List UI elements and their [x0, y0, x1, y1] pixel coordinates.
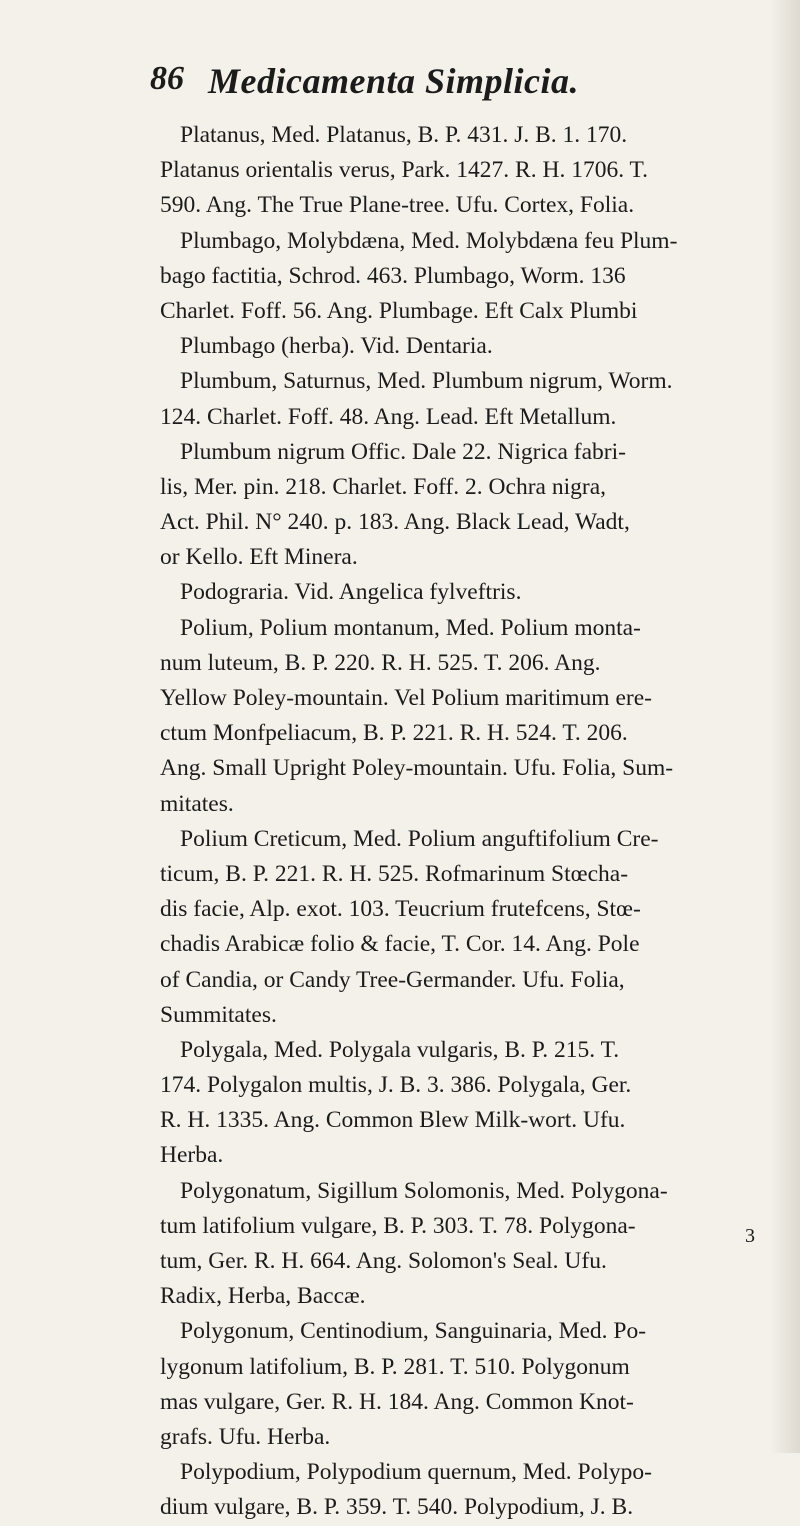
text-line: tum, Ger. R. H. 664. Ang. Solomon's Seal. Ufu. [160, 1248, 607, 1274]
text-line: grafs. Ufu. Herba. [160, 1423, 331, 1450]
body-text [160, 118, 760, 1526]
text-line: mas vulgare, Ger. R. H. 184. Ang. Common Knot- [160, 1388, 634, 1415]
text-line: Ang. Small Upright Poley-mountain. Ufu. Folia, Sum- [160, 755, 674, 782]
page-number: 86 [150, 60, 184, 97]
text-line: Podograria. Vid. Angelica fylveftris. [180, 579, 522, 606]
text-line: ctum Monfpeliacum, B. P. 221. R. H. 524. T. 206. [160, 720, 628, 747]
text-line: 174. Polygalon multis, J. B. 3. 386. Polygala, Ger. [160, 1072, 632, 1099]
text-line: Plumbago (herba). Vid. Dentaria. [180, 333, 493, 360]
page-edge-shadow [770, 0, 800, 1453]
text-line: Charlet. Foff. 56. Ang. Plumbage. Eft Calx Plumbi [160, 297, 638, 324]
text-line: Plumbum nigrum Offic. Dale 22. Nigrica fabri- [180, 438, 626, 465]
text-line: 590. Ang. The True Plane-tree. Ufu. Cortex, Folia. [160, 192, 635, 219]
text-line: of Candia, or Candy Tree-Germander. Ufu. Folia, [160, 966, 625, 993]
text-line: Plumbum, Saturnus, Med. Plumbum nigrum, Worm. [180, 368, 673, 395]
text-line: num luteum, B. P. 220. R. H. 525. T. 206. Ang. [160, 649, 601, 676]
text-line: Polygonatum, Sigillum Solomonis, Med. Polygona- [180, 1177, 668, 1204]
text-line: Herba. [160, 1142, 224, 1169]
catchword: 3 [745, 1225, 755, 1247]
text-line: dis facie, Alp. exot. 103. Teucrium frutefcens, Stœ- [160, 896, 641, 923]
text-line: Polygonum, Centinodium, Sanguinaria, Med. Po- [180, 1318, 647, 1345]
text-line: Platanus, Med. Platanus, B. P. 431. J. B. 1. 170. [180, 122, 628, 148]
text-line: Polium Creticum, Med. Polium anguftifolium Cre- [180, 825, 659, 852]
running-title: Medicamenta Simplicia. [208, 61, 579, 101]
text-line: lygonum latifolium, B. P. 281. T. 510. Polygonum [160, 1353, 630, 1380]
text-line: Act. Phil. N° 240. p. 183. Ang. Black Lead, Wadt, [160, 509, 630, 536]
text-line: Polium, Polium montanum, Med. Polium monta- [180, 614, 641, 641]
text-line: Radix, Herba, Baccæ. [160, 1283, 366, 1310]
text-line: chadis Arabicæ folio & facie, T. Cor. 14. Ang. Pole [160, 931, 640, 958]
text-line: or Kello. Eft Minera. [160, 544, 358, 571]
text-line: dium vulgare, B. P. 359. T. 540. Polypodium, J. B. [160, 1494, 634, 1521]
text-line: Yellow Poley-mountain. Vel Polium maritimum ere- [160, 685, 652, 711]
text-line: Plumbago, Molybdæna, Med. Molybdæna feu Plum- [180, 227, 678, 254]
text-line: lis, Mer. pin. 218. Charlet. Foff. 2. Ochra nigra, [160, 473, 606, 500]
page-header [150, 60, 750, 110]
text-line: mitates. [160, 790, 234, 817]
text-line: R. H. 1335. Ang. Common Blew Milk-wort. Ufu. [160, 1107, 626, 1134]
text-line: Summitates. [160, 1001, 277, 1028]
text-line: Platanus orientalis verus, Park. 1427. R. H. 1706. T. [160, 157, 649, 184]
text-line: Polypodium, Polypodium quernum, Med. Polypo- [180, 1459, 652, 1486]
text-line: tum latifolium vulgare, B. P. 303. T. 78. Polygona- [160, 1212, 636, 1239]
text-line: ticum, B. P. 221. R. H. 525. Rofmarinum Stœcha- [160, 860, 629, 887]
text-line: bago factitia, Schrod. 463. Plumbago, Worm. 136 [160, 262, 626, 289]
text-line: Polygala, Med. Polygala vulgaris, B. P. 215. T. [180, 1036, 620, 1063]
text-line: 124. Charlet. Foff. 48. Ang. Lead. Eft Metallum. [160, 403, 617, 430]
